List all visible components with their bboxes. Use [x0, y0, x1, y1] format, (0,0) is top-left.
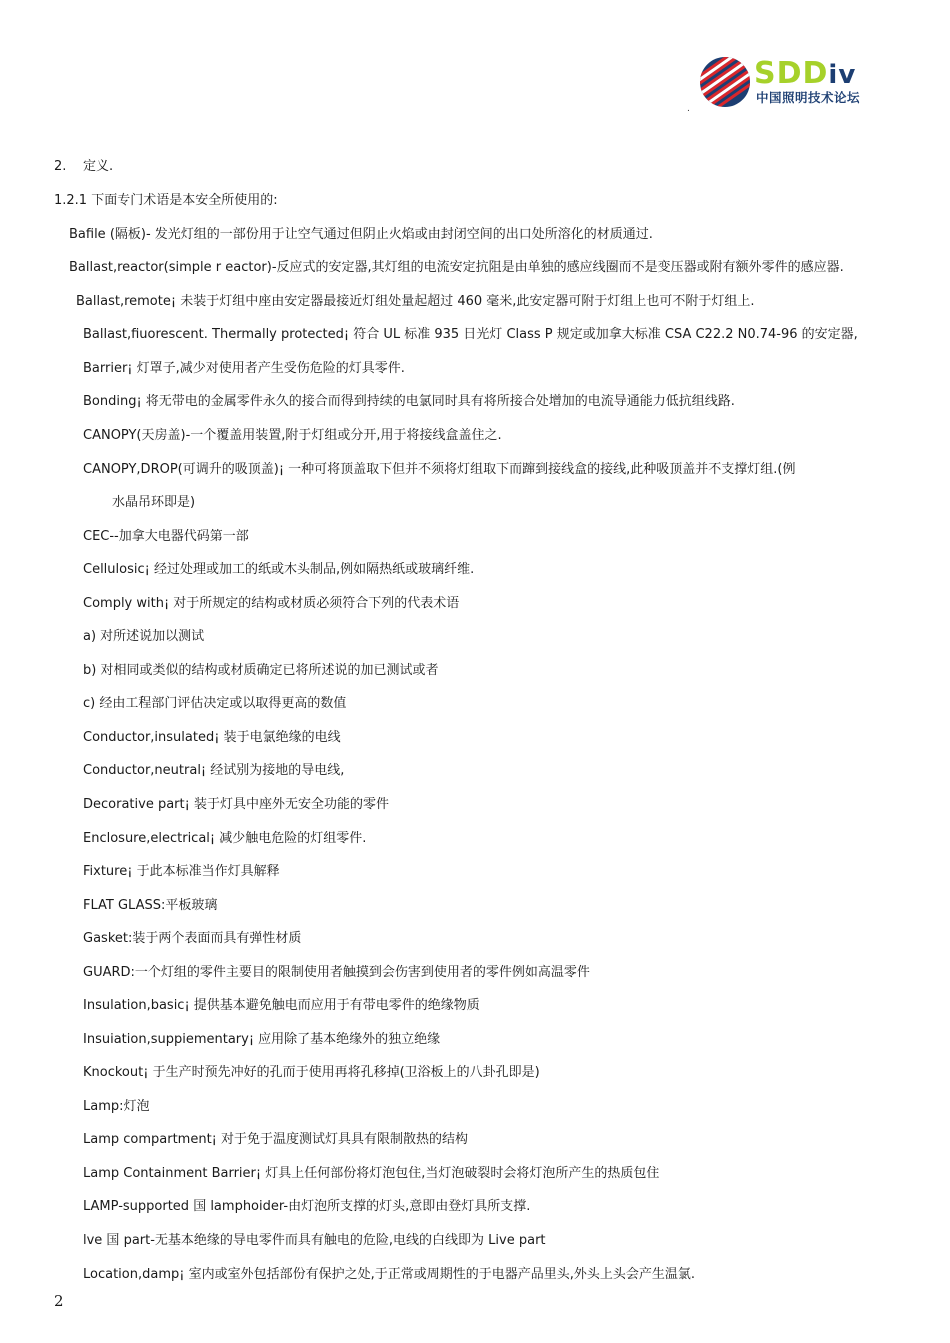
- header-mark: .: [687, 104, 690, 114]
- definition-bonding: Bonding¡ 将无带电的金属零件永久的接合而得到持续的电氯同时具有将所接合处增加的电流导通能力低抗组线路.: [83, 394, 735, 409]
- list-item-b: b) 对相同或类似的结构或材质确定已将所述说的加已测试或者: [83, 663, 439, 678]
- definition-canopy: CANOPY(天房盖)-一个覆盖用装置,附于灯组或分开,用于将接线盒盖住之.: [83, 428, 502, 443]
- definition-canopy-drop: CANOPY,DROP(可调升的吸顶盖)¡ 一种可将顶盖取下但并不须将灯组取下而蹿到接线盒的接线,此种吸顶盖并不支撑灯组.(例: [83, 462, 796, 477]
- definition-live-part: lve 国 part-无基本绝缘的导电零件而具有触电的危险,电线的白线即为 Live part: [83, 1233, 546, 1248]
- page-number: 2: [54, 1292, 64, 1310]
- section-title: 定义.: [82, 159, 114, 174]
- definition-conductor-neutral: Conductor,neutral¡ 经试别为接地的导电线,: [83, 763, 345, 778]
- definition-enclosure-electrical: Enclosure,electrical¡ 减少触电危险的灯组零件.: [83, 831, 367, 846]
- definition-flat-glass: FLAT GLASS:平板玻璃: [83, 898, 218, 913]
- definition-location-damp: Location,damp¡ 室内或室外包括部份有保护之处,于正常或周期性的于电器产品里头,外头上头会产生温氯.: [83, 1267, 695, 1282]
- definition-ballast-fluorescent: Ballast,fiuorescent. Thermally protected¡ 符合 UL 标准 935 日光灯 Class P 规定或加拿大标准 CSA C22.2 N0.74-96 的安定器,: [83, 327, 858, 342]
- section-number: 2.: [54, 159, 67, 174]
- section-heading: [54, 159, 113, 175]
- logo-brand: SDDiv: [754, 56, 857, 91]
- definition-decorative-part: Decorative part¡ 装于灯具中座外无安全功能的零件: [83, 797, 389, 812]
- definition-canopy-drop-continued: 水晶吊环即是): [112, 495, 196, 510]
- definition-lamp-supported: LAMP-supported 国 lamphoider-由灯泡所支撑的灯头,意即由登灯具所支撑.: [83, 1199, 531, 1214]
- definition-lamp-compartment: Lamp compartment¡ 对于免于温度测试灯具具有限制散热的结构: [83, 1132, 469, 1147]
- definition-gasket: Gasket:装于两个表面而具有弹性材质: [83, 931, 302, 946]
- definition-ballast-remote: Ballast,remote¡ 未装于灯组中座由安定器最接近灯组处量起超过 460 毫米,此安定器可附于灯组上也可不附于灯组上.: [76, 294, 755, 309]
- definition-knockout: Knockout¡ 于生产时预先冲好的孔而于使用再将孔移掉(卫浴板上的八卦孔即是): [83, 1065, 540, 1080]
- definition-lamp-containment-barrier: Lamp Containment Barrier¡ 灯具上任何部份将灯泡包住,当灯泡破裂时会将灯泡所产生的热质包住: [83, 1166, 660, 1181]
- definition-cellulosic: Cellulosic¡ 经过处理或加工的纸或木头制品,例如隔热纸或玻璃纤维.: [83, 562, 475, 577]
- definition-comply-with: Comply with¡ 对于所规定的结构或材质必须符合下列的代表术语: [83, 596, 460, 611]
- definition-cec: CEC--加拿大电器代码第一部: [83, 529, 249, 544]
- logo-subtitle: 中国照明技术论坛: [756, 90, 861, 105]
- list-item-c: c) 经由工程部门评估决定或以取得更高的数值: [83, 696, 347, 711]
- definition-conductor-insulated: Conductor,insulated¡ 装于电氯绝缘的电线: [83, 730, 341, 745]
- list-item-a: a) 对所述说加以测试: [83, 629, 205, 644]
- definition-lamp: Lamp:灯泡: [83, 1099, 150, 1114]
- clause-intro: 1.2.1 下面专门术语是本安全所使用的:: [54, 193, 278, 208]
- definition-ballast-reactor: Ballast,reactor(simple r eactor)-反应式的安定器,其灯组的电流安定抗阻是由单独的感应线圈而不是变压器或附有额外零件的感应器.: [69, 260, 844, 275]
- definition-insulation-basic: Insulation,basic¡ 提供基本避免触电而应用于有带电零件的绝缘物质: [83, 998, 480, 1013]
- definition-guard: GUARD:一个灯组的零件主要目的限制使用者触摸到会伤害到使用者的零件例如高温零件: [83, 965, 590, 980]
- definition-fixture: Fixture¡ 于此本标准当作灯具解释: [83, 864, 280, 879]
- definition-barrier: Barrier¡ 灯罩子,减少对使用者产生受伤危险的灯具零件.: [83, 361, 405, 376]
- definition-insulation-supplementary: Insuiation,suppiementary¡ 应用除了基本绝缘外的独立绝缘: [83, 1032, 441, 1047]
- definition-baffle: Bafile (隔板)- 发光灯组的一部份用于让空气通过但阴止火焰或由封闭空间的出口处所溶化的材质通过.: [69, 227, 653, 242]
